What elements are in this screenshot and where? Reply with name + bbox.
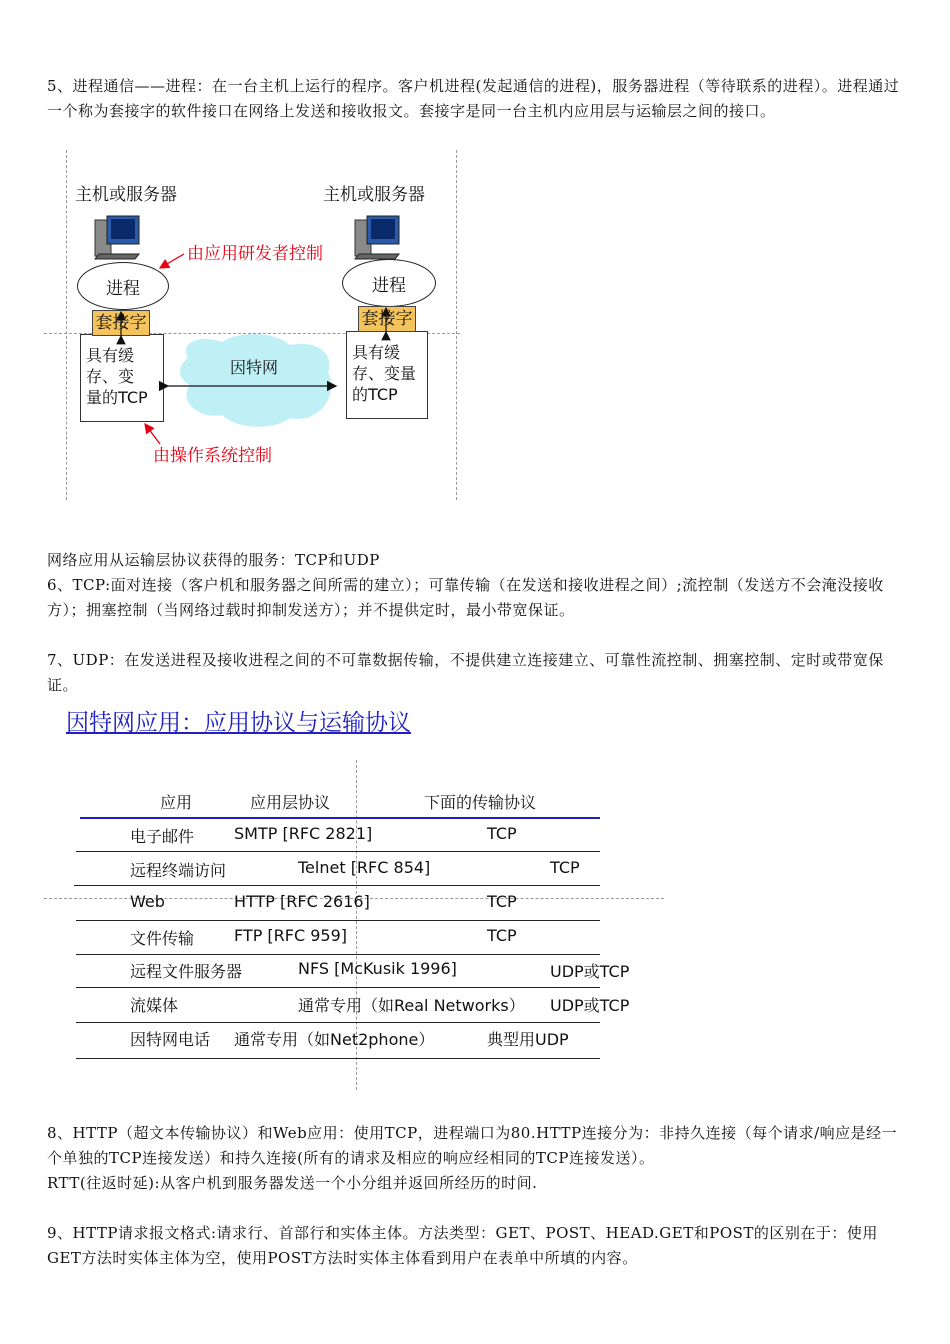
os-control-arrow [145,424,160,444]
paragraph-7-text: 7、UDP：在发送进程及接收进程之间的不可靠数据传输，不提供建立连接建立、可靠性流控制、拥塞控制、定时或带宽保证。 [47,651,884,694]
tcp-right-line-2: 存、变量 [352,364,417,383]
host-left-label: 主机或服务器 [75,185,177,205]
row-rule-6 [76,1022,600,1023]
rtt-definition: RTT(往返时延):从客户机到服务器发送一个小分组并返回所经历的时间. [47,1174,538,1192]
table-cell: TCP [487,824,517,843]
table-cell: SMTP [RFC 2821] [234,824,373,843]
process-left-label: 进程 [106,278,140,299]
internet-label: 因特网 [230,358,279,377]
paragraph-8-text: 8、HTTP（超文本传输协议）和Web应用：使用TCP，进程端口为80.HTTP连接分为：非持久连接（每个请求/响应是经一个单独的TCP连接发送）和持久连接(所有的请求及相应的响应经相同的TCP连接发送）。 [47,1124,898,1167]
table-cell: TCP [487,926,517,945]
header-application: 应用 [160,793,193,812]
services-paragraph [47,548,905,573]
table-cell: 电子邮件 [130,827,195,846]
paragraph-5-text: 5、进程通信——进程：在一台主机上运行的程序。客户机进程(发起通信的进程)，服务器进程（等待联系的进程）。进程通过一个称为套接字的软件接口在网络上发送和接收报文。套接字是同一台主机内应用层与运输层之间的接口。 [47,77,900,120]
paragraph-7 [47,648,905,698]
table-cell: TCP [487,892,517,911]
row-rule-1 [76,851,600,852]
os-control-label: 由操作系统控制 [153,446,272,466]
row-rule-5 [76,987,600,988]
tcp-left-line-2: 存、变 [86,367,135,386]
row-rule-2 [74,885,600,886]
table-cell: Telnet [RFC 854] [298,858,431,877]
paragraph-9-text: 9、HTTP请求报文格式:请求行、首部行和实体主体。方法类型：GET、POST、HEAD.GET和POST的区别在于：使用GET方法时实体主体为空，使用POST方法时实体主体看到用户在表单中所填的内容。 [47,1224,878,1267]
table-cell: 流媒体 [130,996,179,1015]
app-control-arrow [160,254,184,268]
table-cell: UDP或TCP [550,996,630,1015]
table-cell: 因特网电话 [130,1030,211,1049]
header-rule [80,817,600,819]
services-text: 网络应用从运输层协议获得的服务：TCP和UDP [47,551,380,569]
tcp-left-line-3: 量的TCP [86,388,148,407]
header-transport-protocol: 下面的传输协议 [424,793,537,812]
row-rule-4 [76,954,600,955]
table-cell: 文件传输 [130,929,195,948]
process-right-label: 进程 [372,275,406,296]
tcp-right-line-1: 具有缓 [352,343,401,362]
table-cell: 远程文件服务器 [130,962,243,981]
slide-title: 因特网应用：应用协议与运输协议 [66,710,411,736]
paragraph-6-text: 6、TCP:面对连接（客户机和服务器之间所需的建立）；可靠传输（在发送和接收进程之间）;流控制（发送方不会淹没接收方）；拥塞控制（当网络过载时抑制发送方）；并不提供定时，最小带宽保证。 [47,576,884,619]
paragraph-6 [47,573,905,623]
table-cell: 通常专用（如Real Networks） [298,996,525,1015]
paragraph-8 [47,1121,905,1196]
app-control-label: 由应用研发者控制 [187,244,323,264]
tcp-left-line-1: 具有缓 [86,346,135,365]
table-cell: HTTP [RFC 2616] [234,892,370,911]
socket-right: 套接字 [358,306,416,332]
table-cell: FTP [RFC 959] [234,926,348,945]
table-cell: Web [130,892,165,911]
internet-cloud [180,334,331,427]
table-cell: 典型用UDP [487,1030,569,1049]
table-cell: UDP或TCP [550,962,630,981]
row-rule-7 [76,1058,600,1059]
tcp-right-line-3: 的TCP [352,385,398,404]
diagram-graphics [0,0,470,500]
table-cell: 通常专用（如Net2phone） [234,1030,435,1049]
table-cell: NFS [McKusik 1996] [298,959,457,978]
host-right-label: 主机或服务器 [323,185,425,205]
table-cell: 远程终端访问 [130,861,227,880]
header-app-protocol: 应用层协议 [250,793,331,812]
row-rule-3 [76,920,600,921]
socket-left: 套接字 [92,310,150,336]
paragraph-9 [47,1221,905,1271]
table-cell: TCP [550,858,580,877]
